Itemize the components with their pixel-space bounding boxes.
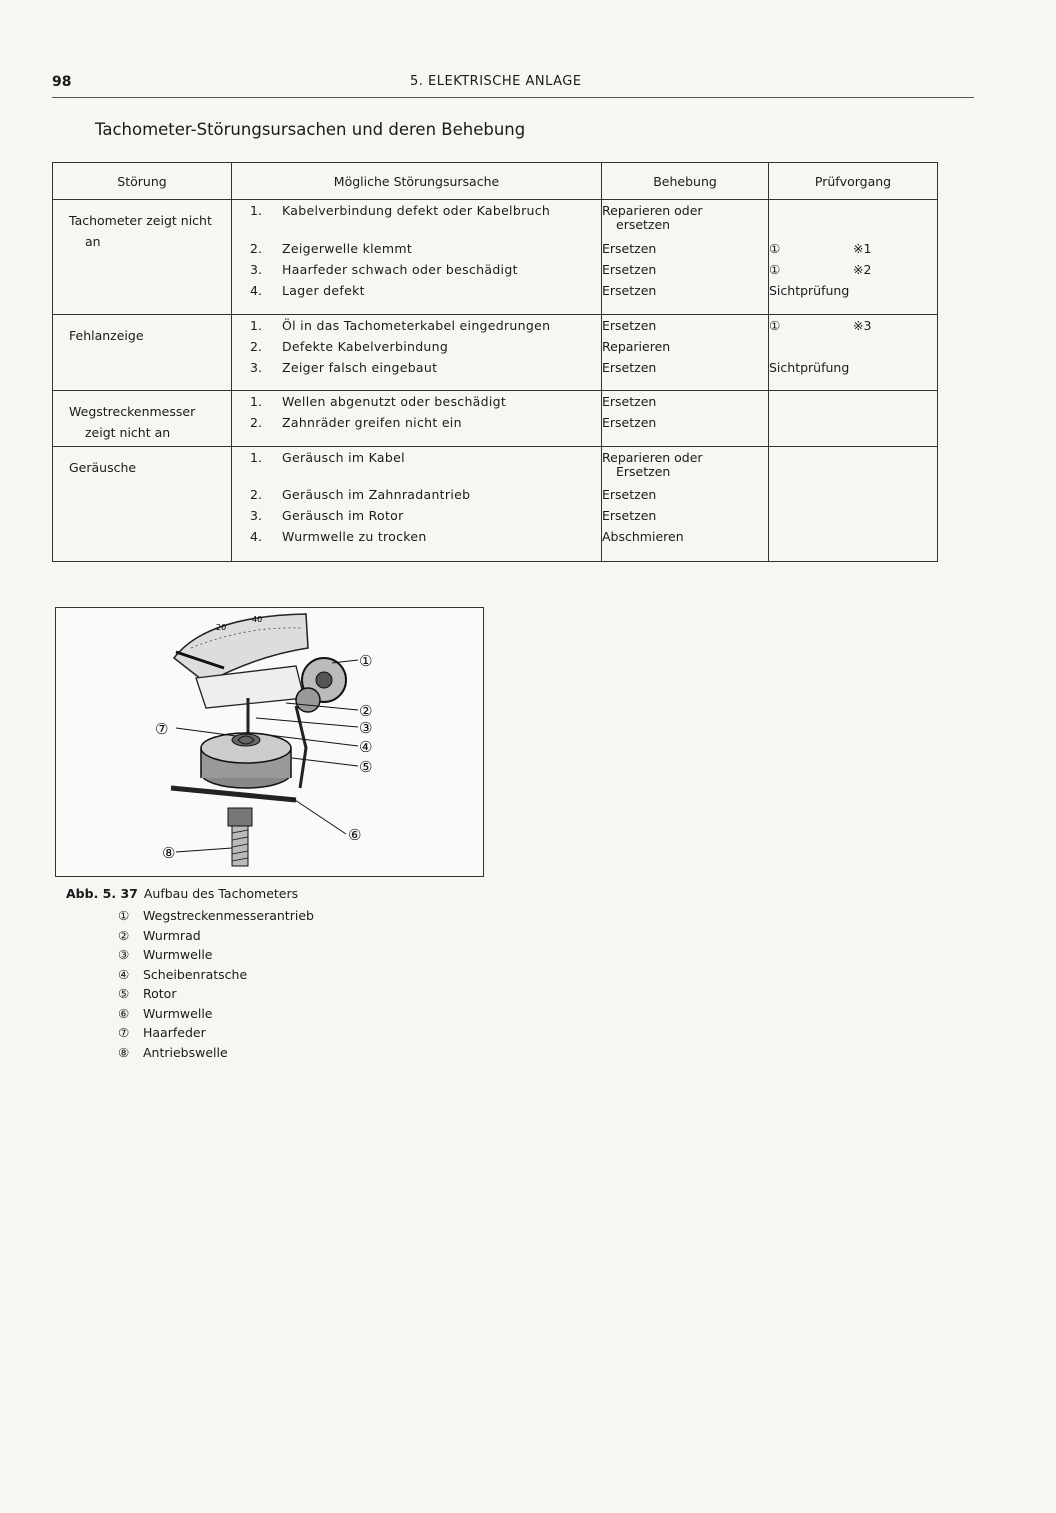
stoerung-cell [53, 391, 232, 447]
ursache-text: Zeiger falsch eingebaut [282, 360, 438, 375]
behebung-text: ersetzen [616, 217, 671, 232]
callout-3: ③ [359, 719, 373, 737]
tachometer-illustration [56, 608, 483, 876]
page-header [0, 70, 1056, 100]
legend-item [118, 984, 314, 1004]
legend-number: ⑧ [118, 1044, 130, 1060]
item-number: 2. [250, 487, 262, 502]
behebung-text: Ersetzen [602, 241, 657, 256]
legend-number: ③ [118, 947, 130, 962]
pruef-item [769, 336, 937, 357]
behebung-text: Ersetzen [602, 415, 657, 430]
list-item [232, 412, 601, 433]
stoerung-text: Fehlanzeige [69, 328, 144, 343]
pruef-text: Sichtprüfung [769, 283, 850, 298]
legend-item [118, 1023, 314, 1043]
stoerung-text: an [85, 234, 101, 249]
behebung-text: Ersetzen [602, 262, 657, 277]
behebung-text: Ersetzen [602, 394, 657, 409]
item-number: 4. [250, 283, 262, 298]
stoerung-text: Wegstreckenmesser [69, 404, 196, 419]
column-header-ursache: Mögliche Störungsursache [232, 163, 602, 200]
item-number: 1. [250, 203, 262, 218]
pruef-text: ① [769, 241, 781, 256]
table-row [53, 391, 938, 447]
ursache-text: Geräusch im Kabel [282, 450, 405, 465]
chapter-title: 5. ELEKTRISCHE ANLAGE [410, 74, 582, 89]
behebung-text: Ersetzen [616, 464, 671, 479]
ursache-cell [232, 391, 602, 447]
stoerung-cell [53, 447, 232, 562]
column-header-behebung: Behebung [602, 163, 769, 200]
pruef-ref: ※1 [853, 241, 872, 256]
legend-text: Wurmwelle [143, 1005, 213, 1021]
legend-text: Antriebswelle [143, 1044, 228, 1060]
page-number: 98 [52, 74, 72, 90]
pruefvorgang-cell [769, 447, 938, 562]
ursache-text: Kabelverbindung defekt oder Kabelbruch [282, 203, 551, 218]
behebung-text: Reparieren oder [602, 203, 703, 218]
figure-legend [118, 906, 314, 1062]
behebung-text: Ersetzen [602, 318, 657, 333]
column-header-pruefvorgang: Prüfvorgang [769, 163, 938, 200]
pruef-item [769, 315, 937, 336]
ursache-text: Zeigerwelle klemmt [282, 241, 413, 256]
behebung-cell [602, 315, 769, 391]
legend-item [118, 926, 314, 946]
behebung-text: Ersetzen [602, 508, 657, 523]
list-item [232, 238, 601, 259]
callout-4: ④ [359, 738, 373, 756]
figure-caption [66, 886, 298, 901]
item-number: 2. [250, 415, 262, 430]
legend-item [118, 945, 314, 965]
behebung-text: Ersetzen [602, 487, 657, 502]
pruefvorgang-cell [769, 315, 938, 391]
stoerung-text: Tachometer zeigt nicht [69, 213, 212, 228]
stoerung-cell [53, 200, 232, 315]
legend-text: Scheibenratsche [143, 966, 248, 982]
ursache-text: Wurmwelle zu trocken [282, 529, 427, 544]
pruef-ref: ※3 [853, 318, 872, 333]
ursache-text: Defekte Kabelverbindung [282, 339, 449, 354]
behebung-text: Ersetzen [602, 283, 657, 298]
table-row [53, 447, 938, 562]
column-header-stoerung: Störung [53, 163, 232, 200]
list-item [232, 526, 601, 547]
ursache-text: Haarfeder schwach oder beschädigt [282, 262, 518, 277]
callout-2: ② [359, 702, 373, 720]
list-item [232, 505, 601, 526]
pruef-item [769, 200, 937, 238]
legend-number: ① [118, 908, 130, 923]
behebung-text: Ersetzen [602, 360, 657, 375]
callout-5: ⑤ [359, 758, 373, 776]
list-item [232, 357, 601, 378]
item-number: 3. [250, 262, 262, 277]
legend-text: Haarfeder [143, 1025, 206, 1040]
pruef-text: ① [769, 262, 781, 277]
list-item [232, 484, 601, 505]
behebung-item [602, 447, 768, 484]
legend-number: ⑦ [118, 1025, 130, 1040]
behebung-cell [602, 447, 769, 562]
legend-number: ⑥ [118, 1005, 130, 1021]
callout-8: ⑧ [162, 844, 176, 862]
item-number: 4. [250, 529, 262, 544]
stoerung-text: zeigt nicht an [85, 425, 171, 440]
callout-7: ⑦ [155, 720, 169, 738]
ursache-text: Lager defekt [282, 283, 365, 298]
ursache-cell [232, 447, 602, 562]
list-item [232, 391, 601, 412]
behebung-text: Reparieren [602, 339, 671, 354]
list-item [232, 200, 601, 238]
pruef-item [769, 357, 937, 378]
ursache-text: Geräusch im Zahnradantrieb [282, 487, 471, 502]
item-number: 2. [250, 339, 262, 354]
legend-number: ② [118, 927, 130, 943]
list-item [232, 447, 601, 484]
callout-6: ⑥ [348, 826, 362, 844]
list-item [232, 280, 601, 301]
item-number: 3. [250, 508, 262, 523]
pruef-item [769, 259, 937, 280]
caption-title: Aufbau des Tachometers [143, 886, 299, 901]
legend-text: Wurmwelle [143, 947, 213, 962]
table-header-row [53, 163, 938, 200]
legend-text: Wurmrad [143, 927, 201, 943]
item-number: 3. [250, 360, 262, 375]
behebung-item [602, 200, 768, 238]
behebung-cell [602, 200, 769, 315]
legend-number: ④ [118, 966, 130, 982]
callout-1: ① [359, 652, 373, 670]
ursache-cell [232, 315, 602, 391]
dial-number: 40 [252, 615, 263, 624]
legend-text: Rotor [143, 986, 177, 1001]
item-number: 1. [250, 318, 262, 333]
legend-item [118, 1004, 314, 1024]
item-number: 1. [250, 450, 262, 465]
table-title: Tachometer-Störungsursachen und deren Behebung [95, 120, 526, 139]
behebung-text: Reparieren oder [602, 450, 703, 465]
legend-number: ⑤ [118, 986, 130, 1001]
item-number: 2. [250, 241, 262, 256]
pruef-text: Sichtprüfung [769, 360, 850, 375]
list-item [232, 336, 601, 357]
ursache-text: Geräusch im Rotor [282, 508, 404, 523]
behebung-text: Abschmieren [602, 529, 684, 544]
stoerung-text: Geräusche [69, 460, 137, 475]
ursache-text: Zahnräder greifen nicht ein [282, 415, 462, 430]
table-row [53, 200, 938, 315]
caption-label: Abb. 5. 37 [66, 886, 138, 901]
legend-item [118, 1043, 314, 1063]
ursache-cell [232, 200, 602, 315]
list-item [232, 259, 601, 280]
trouble-table [52, 162, 938, 562]
stoerung-cell [53, 315, 232, 391]
pruef-text: ① [769, 318, 781, 333]
pruef-item [769, 280, 937, 301]
list-item [232, 315, 601, 336]
legend-item [118, 906, 314, 926]
item-number: 1. [250, 394, 262, 409]
tachometer-figure [55, 607, 484, 877]
ursache-text: Öl in das Tachometerkabel eingedrungen [282, 318, 551, 333]
legend-text: Wegstreckenmesserantrieb [143, 908, 314, 923]
legend-item [118, 965, 314, 985]
dial-number: 20 [216, 623, 227, 632]
behebung-cell [602, 391, 769, 447]
pruef-ref: ※2 [853, 262, 872, 277]
table-row [53, 315, 938, 391]
ursache-text: Wellen abgenutzt oder beschädigt [282, 394, 507, 409]
header-rule [52, 97, 974, 98]
pruefvorgang-cell [769, 391, 938, 447]
pruef-item [769, 238, 937, 259]
pruefvorgang-cell [769, 200, 938, 315]
